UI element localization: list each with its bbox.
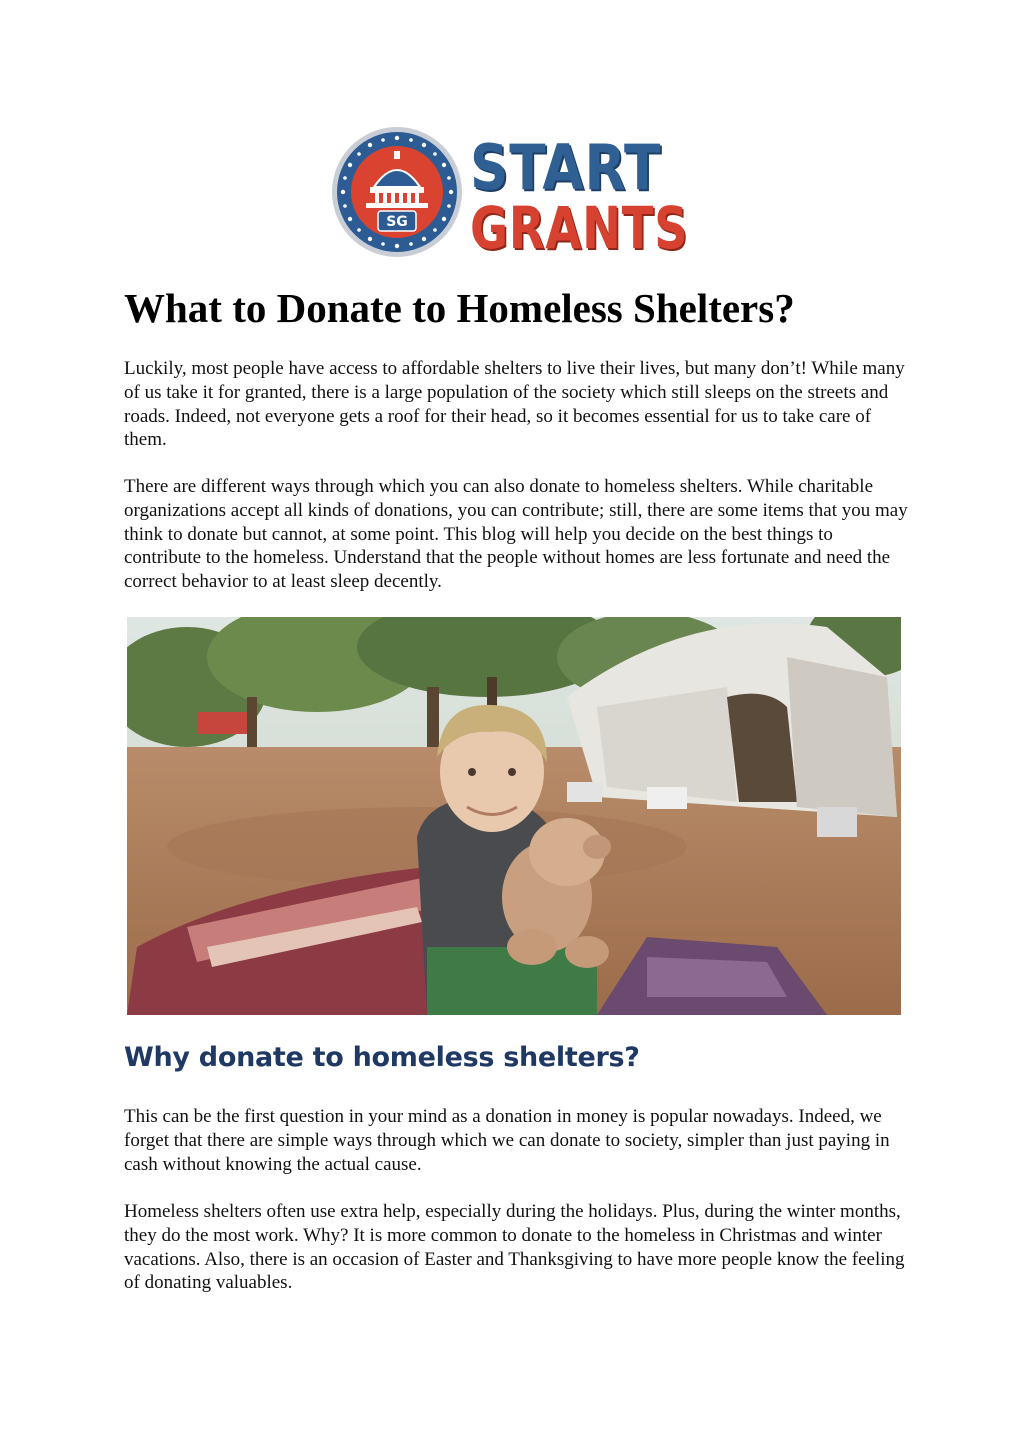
section-heading: Why donate to homeless shelters? (124, 1042, 640, 1073)
logo-word-start: START (470, 131, 662, 204)
logo-word-grants: GRANTS (470, 194, 689, 262)
photo-illustration (127, 617, 901, 1015)
start-grants-logo (330, 125, 690, 260)
article-title: What to Donate to Homeless Shelters? (124, 285, 795, 331)
intro-paragraph-2: There are different ways through which you can also donate to homeless shelters. While charitable organizations accept all kinds of donations, you can contribute; still, there are some items that you may think to donate but cannot, at some point. This blog will help you decide on the best things to contribute to the homeless. Understand that the people without homes are less fortunate and need the correct behavior to at least sleep decently. (124, 476, 908, 593)
logo-wordmark (470, 131, 690, 262)
intro-paragraph-1: Luckily, most people have access to affordable shelters to live their lives, but many don’t! While many of us take it for granted, there is a large population of the society which still sleeps on the streets and roads. Indeed, not everyone gets a roof for their head, so it becomes essential for us to take care of them. (124, 358, 905, 451)
emblem-initials: SG (386, 214, 408, 230)
child-shelter-photo (127, 617, 901, 1015)
section-paragraph-1: This can be the first question in your mind as a donation in money is popular nowadays. Indeed, we forget that there are simple ways through which we can donate to society, simpler than just paying in cash without knowing the actual cause. (124, 1106, 890, 1175)
capitol-emblem-icon (330, 125, 464, 259)
section-paragraph-2: Homeless shelters often use extra help, especially during the holidays. Plus, during the winter months, they do the most work. Why? It is more common to donate to the homeless in Christmas and winter vacations. Also, there is an occasion of Easter and Thanksgiving to have more people know the feeling of donating valuables. (124, 1201, 905, 1294)
